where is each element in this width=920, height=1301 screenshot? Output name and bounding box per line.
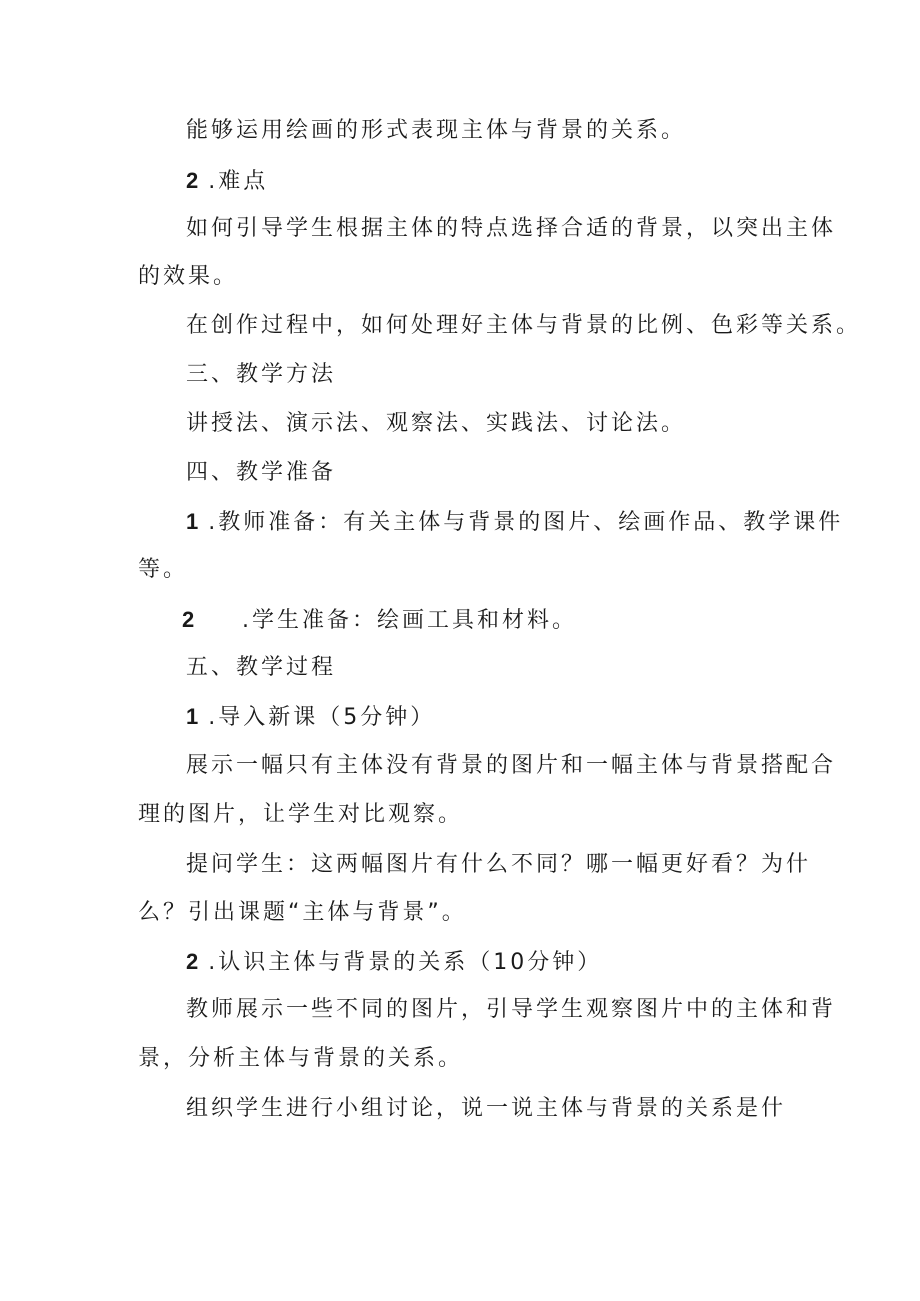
text-line (186, 995, 836, 1025)
text-line (186, 1094, 786, 1124)
line-text: .导入新课（5分钟） (208, 705, 436, 730)
line-text: 展示一幅只有主体没有背景的图片和一幅主体与背景搭配合 (186, 753, 837, 778)
line-text: 三、教学方法 (186, 362, 337, 387)
section-heading-methods (186, 360, 336, 390)
line-text: .难点 (208, 169, 269, 194)
item-number: 1 (186, 509, 199, 534)
line-text: 如何引导学生根据主体的特点选择合适的背景，以突出主体 (186, 216, 837, 241)
list-item (186, 947, 602, 978)
text-line (186, 214, 836, 244)
line-text: 教师展示一些不同的图片，引导学生观察图片中的主体和背 (186, 997, 837, 1022)
text-line (138, 555, 188, 585)
line-text: 组织学生进行小组讨论，说一说主体与背景的关系是什 (186, 1096, 787, 1121)
line-text: 能够运用绘画的形式表现主体与背景的关系。 (186, 118, 687, 143)
item-number: 1 (186, 704, 199, 729)
line-text: 景，分析主体与背景的关系。 (138, 1046, 464, 1071)
text-line (138, 262, 238, 292)
text-line (186, 116, 686, 146)
line-text: .教师准备：有关主体与背景的图片、绘画作品、教学课件 (208, 510, 844, 535)
text-line (186, 409, 686, 439)
section-heading-process (186, 653, 336, 683)
line-text: 五、教学过程 (186, 655, 337, 680)
line-text: 么？引出课题“主体与背景”。 (138, 900, 467, 925)
line-text: 四、教学准备 (186, 460, 337, 485)
line-text: 理的图片，让学生对比观察。 (138, 802, 464, 827)
line-text: .认识主体与背景的关系（10分钟） (208, 950, 603, 975)
subheading-difficulty (186, 166, 268, 197)
list-item (182, 605, 577, 636)
line-text: 等。 (138, 557, 189, 582)
item-number: 2 (186, 168, 199, 193)
line-text: 讲授法、演示法、观察法、实践法、讨论法。 (186, 411, 687, 436)
text-line (186, 311, 861, 341)
line-text: 在创作过程中，如何处理好主体与背景的比例、色彩等关系。 (186, 313, 862, 338)
text-line (138, 800, 463, 830)
text-line (186, 850, 811, 880)
line-text: .学生准备：绘画工具和材料。 (242, 608, 577, 633)
text-line (138, 1044, 463, 1074)
list-item (186, 507, 843, 538)
item-number: 2 (182, 607, 195, 632)
section-heading-preparation (186, 458, 336, 488)
text-line (138, 898, 467, 928)
line-text: 提问学生：这两幅图片有什么不同？哪一幅更好看？为什 (186, 852, 812, 877)
list-item (186, 702, 435, 733)
item-number: 2 (186, 949, 199, 974)
text-line (186, 751, 836, 781)
line-text: 的效果。 (138, 264, 239, 289)
